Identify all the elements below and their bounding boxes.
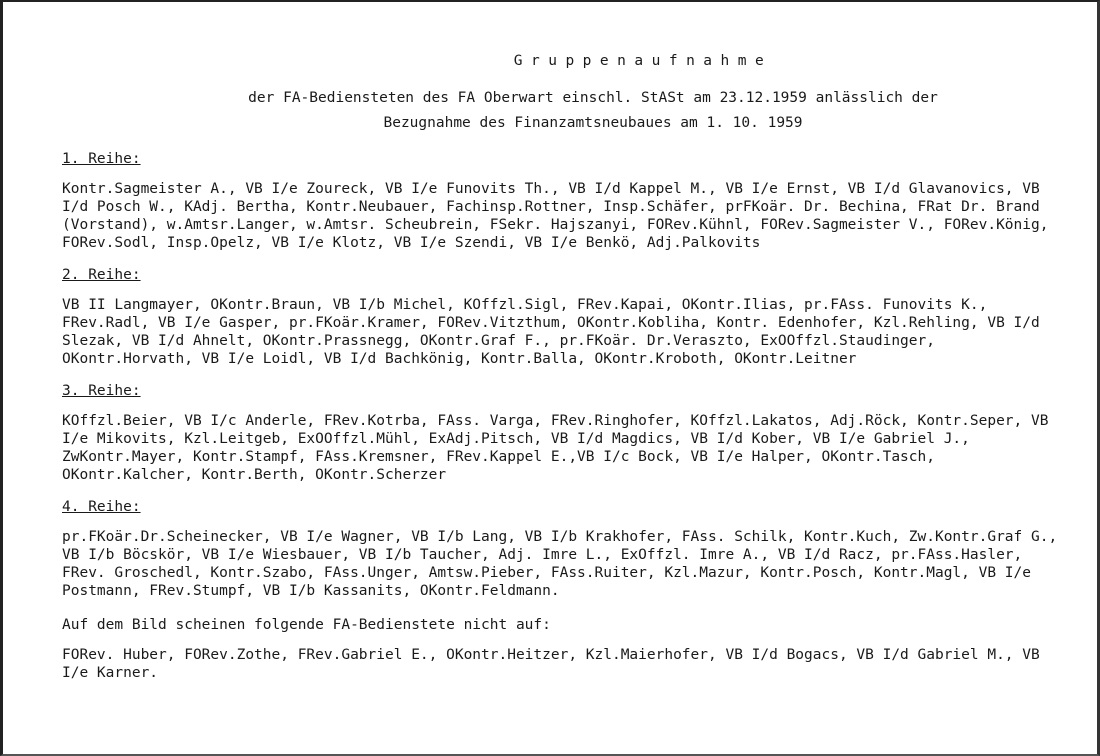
row-section-2 <box>62 252 1074 368</box>
row-heading: 4. Reihe: <box>62 499 141 515</box>
document-subtitle-line2: Bezugnahme des Finanzamtsneubaues am 1. 10. 1959 <box>383 115 803 131</box>
missing-names: FORev. Huber, FORev.Zothe, FRev.Gabriel E., OKontr.Heitzer, Kzl.Maierhofer, VB I/d Bogacs, VB I/d Gabriel M., VB I/e Karner. <box>62 647 1040 681</box>
row-names: KOffzl.Beier, VB I/c Anderle, FRev.Kotrba, FAss. Varga, FRev.Ringhofer, KOffzl.Lakatos, Adj.Röck, Kontr.Seper, VB I/e Mikovits, Kzl.Leitgeb, ExOOffzl.Mühl, ExAdj.Pitsch, VB I/d Magdics, VB I/d Kober, VB I/e Gabriel J., ZwKontr.Mayer, Kontr.Stampf, FAss.Kremsner, FRev.Kappel E.,VB I/c Bock, VB I/e Halper, OKontr.Tasch, OKontr.Kalcher, Kontr.Berth, OKontr.Scherzer <box>62 413 1049 483</box>
row-names: pr.FKoär.Dr.Scheinecker, VB I/e Wagner, VB I/b Lang, VB I/b Krakhofer, FAss. Schilk, Kontr.Kuch, Zw.Kontr.Graf G., VB I/b Böcskör, VB I/e Wiesbauer, VB I/b Taucher, Adj. Imre L., ExOffzl. Imre A., VB I/d Racz, pr.FAss.Hasler, FRev. Groschedl, Kontr.Szabo, FAss.Unger, Amtsw.Pieber, FAss.Ruiter, Kzl.Mazur, Kontr.Posch, Kontr.Magl, VB I/e Postmann, FRev.Stumpf, VB I/b Kassanits, OKontr.Feldmann. <box>62 529 1058 599</box>
document-subtitle-line1: der FA-Bediensteten des FA Oberwart einschl. StASt am 23.12.1959 anlässlich der <box>248 90 938 106</box>
row-section-4 <box>62 484 1074 600</box>
row-names: Kontr.Sagmeister A., VB I/e Zoureck, VB I/e Funovits Th., VB I/d Kappel M., VB I/e Ernst, VB I/d Glavanovics, VB I/d Posch W., KAdj. Bertha, Kontr.Neubauer, Fachinsp.Rottner, Insp.Schäfer, prFKoär. Dr. Bechina, FRat Dr. Brand (Vorstand), w.Amtsr.Langer, w.Amtsr. Scheubrein, FSekr. Hajszanyi, FORev.Kühnl, FORev.Sagmeister V., FORev.König, FORev.Sodl, Insp.Opelz, VB I/e Klotz, VB I/e Szendi, VB I/e Benkö, Adj.Palkovits <box>62 181 1049 251</box>
missing-note: Auf dem Bild scheinen folgende FA-Bedienstete nicht auf: <box>62 617 551 633</box>
row-names: VB II Langmayer, OKontr.Braun, VB I/b Michel, KOffzl.Sigl, FRev.Kapai, OKontr.Ilias, pr.FAss. Funovits K., FRev.Radl, VB I/e Gasper, pr.FKoär.Kramer, FORev.Vitzthum, OKontr.Kobliha, Kontr. Edenhofer, Kzl.Rehling, VB I/d Slezak, VB I/d Ahnelt, OKontr.Prassnegg, OKontr.Graf F., pr.FKoär. Dr.Veraszto, ExOOffzl.Staudinger, OKontr.Horvath, VB I/e Loidl, VB I/d Bachkönig, Kontr.Balla, OKontr.Kroboth, OKontr.Leitner <box>62 297 1040 367</box>
document-title: Gruppenaufnahme <box>513 53 773 69</box>
row-heading: 3. Reihe: <box>62 383 141 399</box>
row-heading: 1. Reihe: <box>62 151 141 167</box>
row-section-1 <box>62 136 1074 252</box>
document-page <box>62 52 1074 682</box>
row-section-3 <box>62 368 1074 484</box>
row-heading: 2. Reihe: <box>62 267 141 283</box>
